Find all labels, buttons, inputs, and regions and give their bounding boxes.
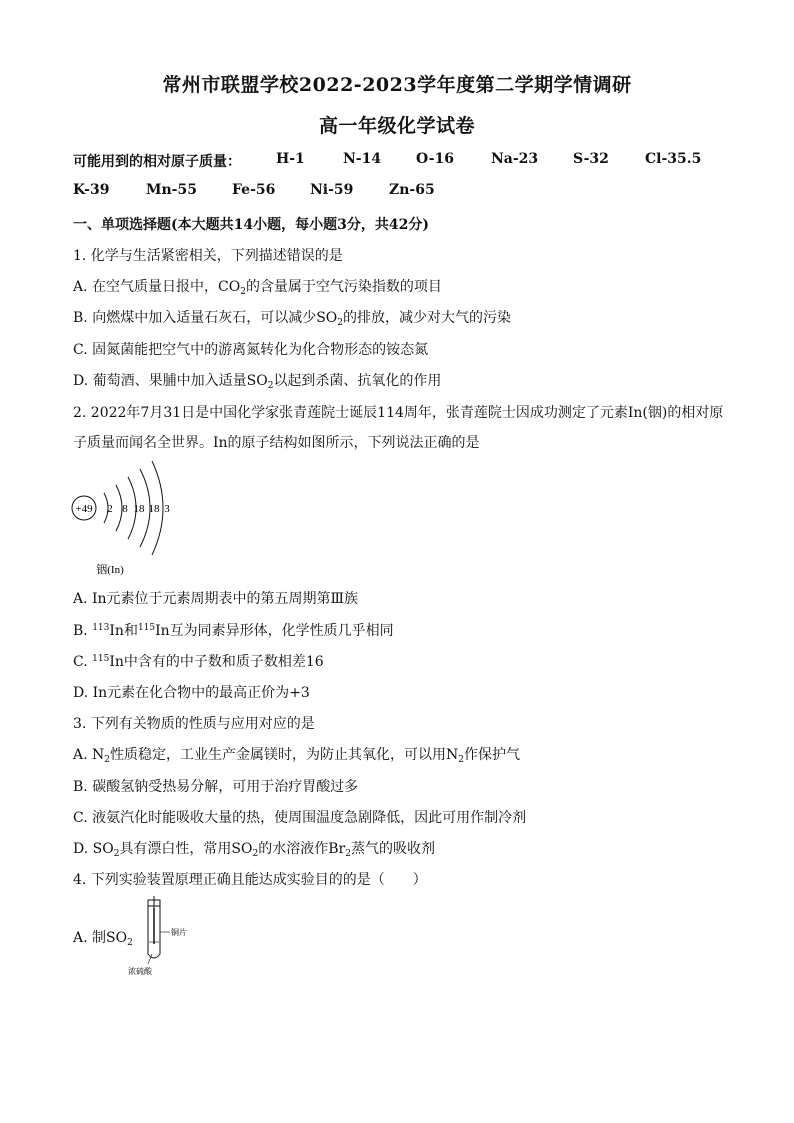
shell-count-1: 2 [107, 503, 113, 515]
q1-option-d: D. 葡萄酒、果脯中加入适量$SO_2$以起到杀菌、抗氧化的作用 [73, 373, 442, 391]
q1-stem: 1. 化学与生活紧密相关，下列描述错误的是 [73, 248, 343, 264]
atomic-mass-n: N-14 [343, 151, 382, 167]
q3-option-b: B. 碳酸氢钠受热易分解，可用于治疗胃酸过多 [73, 779, 359, 795]
atom-structure-svg [70, 455, 190, 585]
shell-count-2: 8 [122, 503, 128, 515]
atomic-mass-s: S-32 [573, 151, 609, 167]
shell-count-5: 3 [164, 503, 170, 515]
section-heading: 一、单项选择题(本大题共14小题，每小题3分，共42分) [73, 217, 429, 233]
q2-stem-line1: 2. 2022年7月31日是中国化学家张青莲院士诞辰114周年，张青莲院士因成功测定了元素In(铟)的相对原 [73, 405, 724, 421]
exam-subtitle: 高一年级化学试卷 [318, 115, 475, 137]
q3-stem: 3. 下列有关物质的性质与应用对应的是 [73, 716, 315, 732]
copper-label: 铜片 [171, 928, 187, 937]
shell-count-4: 18 [148, 503, 160, 515]
atomic-mass-zn: Zn-65 [389, 182, 435, 198]
acid-label: 浓硫酸 [128, 967, 152, 976]
q2-option-a: A. In元素位于元素周期表中的第五周期第Ⅲ族 [73, 591, 359, 607]
atom-structure-diagram [70, 455, 190, 589]
q3-option-d: D. $SO_2$具有漂白性，常用$SO_2$的水溶液作$Br_2$蒸气的吸收剂 [73, 841, 435, 859]
atomic-mass-h: H-1 [276, 151, 305, 167]
atomic-mass-o: O-16 [416, 151, 455, 167]
q2-stem-line2: 子质量而闻名全世界。In的原子结构如图所示，下列说法正确的是 [73, 435, 480, 451]
q1-option-c: C. 固氮菌能把空气中的游离氮转化为化合物形态的铵态氮 [73, 342, 429, 358]
atomic-mass-na: Na-23 [491, 151, 539, 167]
atomic-mass-ni: Ni-59 [310, 182, 354, 198]
atomic-mass-mn: Mn-55 [146, 182, 197, 198]
q2-option-d: D. In元素在化合物中的最高正价为+3 [73, 685, 310, 701]
q2-option-b: B. $^{113}$In和$^{115}$In互为同素异形体，化学性质几乎相同 [73, 623, 394, 639]
atom-caption: 铟(In) [96, 564, 124, 576]
q3-option-c: C. 液氨汽化时能吸收大量的热，使周围温度急剧降低，因此可用作制冷剂 [73, 810, 527, 826]
apparatus-svg [126, 896, 196, 980]
atomic-mass-fe: Fe-56 [232, 182, 276, 198]
shell-count-3: 18 [133, 503, 145, 515]
q1-option-b: B. 向燃煤中加入适量石灰石，可以减少$SO_2$的排放，减少对大气的污染 [73, 310, 511, 328]
q3-option-a: A. $N_2$性质稳定，工业生产金属镁时，为防止其氧化，可以用$N_2$作保护气 [73, 747, 520, 765]
nucleus-charge: +49 [75, 503, 93, 515]
atomic-mass-k: K-39 [73, 182, 110, 198]
q1-option-a: A. 在空气质量日报中，$CO_2$的含量属于空气污染指数的项目 [73, 279, 442, 297]
apparatus-diagram [126, 896, 196, 984]
atomic-mass-cl: Cl-35.5 [645, 151, 702, 167]
shell-arc-2 [116, 485, 122, 531]
q4-stem: 4. 下列实验装置原理正确且能达成实验目的的是（ ） [73, 872, 427, 888]
q2-option-c: C. $^{115}$In中含有的中子数和质子数相差16 [73, 654, 324, 670]
exam-title: 常州市联盟学校2022-2023学年度第二学期学情调研 [162, 74, 632, 96]
atomic-mass-label: 可能用到的相对原子质量： [73, 154, 241, 170]
q4-option-a: A. 制$SO_2$ [73, 930, 133, 948]
